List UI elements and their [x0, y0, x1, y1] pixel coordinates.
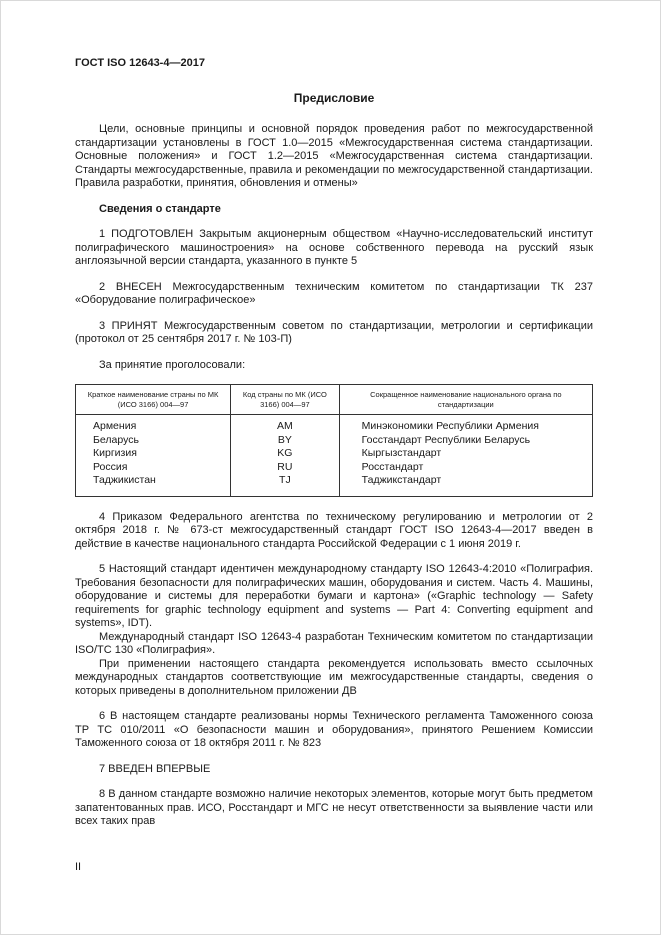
cell-code: TJ [231, 474, 340, 496]
page-number: II [75, 861, 82, 873]
clause-5-identical [75, 563, 593, 698]
cell-org: Кыргызстандарт [339, 447, 592, 461]
table-row [76, 415, 593, 434]
cell-code: KG [231, 447, 340, 461]
section-heading: Сведения о стандарте [99, 202, 221, 215]
intro-paragraph: Цели, основные принципы и основной порядок проведения работ по межгосударственной стандартизации установлены в ГОСТ 1.0—2015 «Межгосударственная система стандартизации. Основные положения» и ГОСТ 1.2—2015 «Межгосударственная система стандартизации. Стандарты межгосударственные, правила и рекомендации по межгосударственной стандартизации. Правила разработки, принятия, обновления и отмены» [75, 123, 593, 189]
clause-5-text-3: При применении настоящего стандарта рекомендуется использовать вместо ссылочных международных стандартов соответствующие им межгосударственные стандарты, сведения о которых приведены в дополнительном приложении ДВ [75, 657, 593, 697]
cell-code: RU [231, 461, 340, 475]
clause-2-submitted: 2 ВНЕСЕН Межгосударственным техническим комитетом по стандартизации ТК 237 «Оборудование полиграфическое» [75, 280, 593, 306]
page-title: Предисловие [293, 91, 375, 105]
table-header-row [76, 385, 593, 415]
clause-4-order: 4 Приказом Федерального агентства по техническому регулированию и метрологии от 2 октября 2018 г. № 673-ст межгосударственный стандарт ГОСТ ISO 12643-4—2017 введен в действие в качестве национального стандарта Российской Федерации с 1 июня 2019 г. [75, 510, 593, 550]
col-header-country: Краткое наименование страны по МК (ИСО 3166) 004—97 [76, 385, 231, 415]
cell-org: Росстандарт [339, 461, 592, 475]
cell-country: Россия [76, 461, 231, 475]
clause-8-patents: 8 В данном стандарте возможно наличие некоторых элементов, которые могут быть предметом запатентованных прав. ИСО, Росстандарт и МГС не несут ответственности за выявление части или всех таких прав [75, 788, 593, 827]
cell-code: AM [231, 415, 340, 434]
cell-org: Таджикстандарт [339, 474, 592, 496]
cell-country: Армения [76, 415, 231, 434]
cell-country: Беларусь [76, 434, 231, 448]
clause-7-first-edition: 7 ВВЕДЕН ВПЕРВЫЕ [99, 762, 211, 775]
clause-5-text-1: 5 Настоящий стандарт идентичен международному стандарту ISO 12643-4:2010 «Полиграфия. Требования безопасности для полиграфических машин, оборудования и систем. Часть 4. Машины, оборудование и системы для переработки бумаги и картона» («Graphic technology — Safety requirements for graphic technology equipment and systems — Part 4: Converting equipment and systems», IDT). [75, 563, 593, 629]
vote-intro: За принятие проголосовали: [99, 358, 246, 371]
vote-table [75, 384, 593, 497]
cell-org: Минэкономики Республики Армения [339, 415, 592, 434]
doc-header: ГОСТ ISO 12643-4—2017 [75, 57, 205, 69]
cell-country: Таджикистан [76, 474, 231, 496]
clause-5-text-2: Международный стандарт ISO 12643-4 разработан Техническим комитетом по стандартизации ISO/ТС 130 «Полиграфия». [75, 630, 593, 656]
cell-code: BY [231, 434, 340, 448]
page-content [75, 57, 593, 841]
table-row [76, 447, 593, 461]
table-row [76, 461, 593, 475]
clause-6-regulation: 6 В настоящем стандарте реализованы нормы Технического регламента Таможенного союза ТР ТС 010/2011 «О безопасности машин и оборудования», принятого Решением Комиссии Таможенного союза от 18 октября 2011 г. № 823 [75, 710, 593, 749]
table-row [76, 434, 593, 448]
clause-3-adopted: 3 ПРИНЯТ Межгосударственным советом по стандартизации, метрологии и сертификации (протокол от 25 сентября 2017 г. № 103-П) [75, 319, 593, 345]
col-header-org: Сокращенное наименование национального органа по стандартизации [339, 385, 592, 415]
table-row [76, 474, 593, 496]
cell-org: Госстандарт Республики Беларусь [339, 434, 592, 448]
clause-1-prepared: 1 ПОДГОТОВЛЕН Закрытым акционерным обществом «Научно-исследовательский институт полиграфического машиностроения» на основе собственного перевода на русский язык англоязычной версии стандарта, указанного в пункте 5 [75, 228, 593, 267]
col-header-code: Код страны по МК (ИСО 3166) 004—97 [231, 385, 340, 415]
cell-country: Киргизия [76, 447, 231, 461]
